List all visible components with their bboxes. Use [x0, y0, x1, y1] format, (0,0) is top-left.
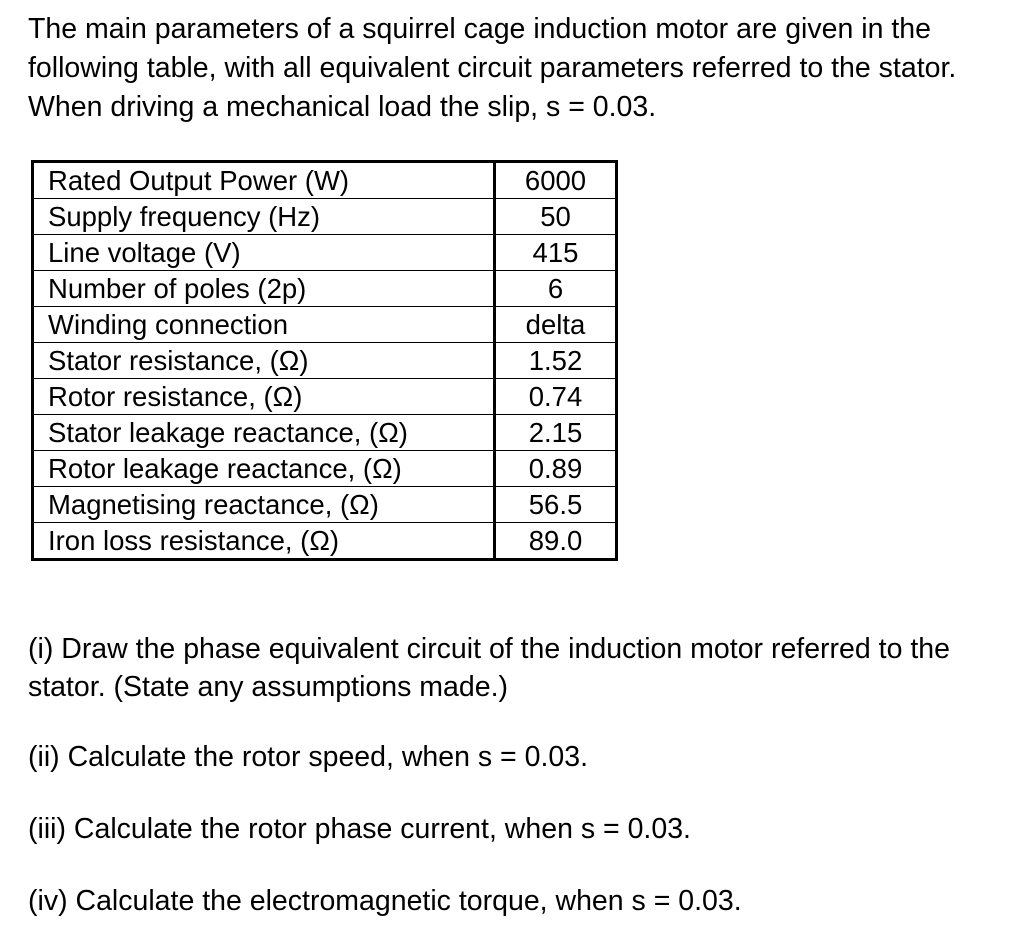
- parameter-value: 2.15: [495, 415, 617, 451]
- table-row: [33, 379, 617, 415]
- parameter-label: Rotor leakage reactance, (Ω): [33, 451, 495, 487]
- parameter-label: Number of poles (2p): [33, 271, 495, 307]
- question-iv: (iv) Calculate the electromagnetic torque, when s = 0.03.: [28, 885, 742, 917]
- parameter-value: delta: [495, 307, 617, 343]
- parameter-value: 89.0: [495, 523, 617, 560]
- table-row: [33, 343, 617, 379]
- parameter-value: 0.74: [495, 379, 617, 415]
- table-row: [33, 199, 617, 235]
- parameter-label: Rotor resistance, (Ω): [33, 379, 495, 415]
- parameter-label: Stator leakage reactance, (Ω): [33, 415, 495, 451]
- question-i: (i) Draw the phase equivalent circuit of the induction motor referred to the stator. (State any assumptions made.): [28, 633, 950, 703]
- parameter-value: 415: [495, 235, 617, 271]
- table-row: [33, 271, 617, 307]
- parameter-value: 6000: [495, 162, 617, 199]
- parameter-value: 0.89: [495, 451, 617, 487]
- parameter-label: Rated Output Power (W): [33, 162, 495, 199]
- parameter-value: 1.52: [495, 343, 617, 379]
- table-row: [33, 307, 617, 343]
- parameter-label: Winding connection: [33, 307, 495, 343]
- parameter-label: Magnetising reactance, (Ω): [33, 487, 495, 523]
- table-row: [33, 523, 617, 560]
- parameter-label: Stator resistance, (Ω): [33, 343, 495, 379]
- table-row: [33, 235, 617, 271]
- parameter-value: 6: [495, 271, 617, 307]
- table-row: [33, 487, 617, 523]
- table-row: [33, 162, 617, 199]
- parameter-label: Iron loss resistance, (Ω): [33, 523, 495, 560]
- motor-parameters-table: [31, 160, 618, 561]
- intro-paragraph: The main parameters of a squirrel cage induction motor are given in the following table, with all equivalent circuit parameters referred to the stator. When driving a mechanical load the slip, s = 0.03.: [28, 13, 957, 123]
- table-row: [33, 415, 617, 451]
- parameter-label: Supply frequency (Hz): [33, 199, 495, 235]
- table-row: [33, 451, 617, 487]
- question-ii: (ii) Calculate the rotor speed, when s = 0.03.: [28, 741, 589, 773]
- parameter-label: Line voltage (V): [33, 235, 495, 271]
- parameter-value: 50: [495, 199, 617, 235]
- question-iii: (iii) Calculate the rotor phase current, when s = 0.03.: [28, 813, 691, 845]
- parameter-value: 56.5: [495, 487, 617, 523]
